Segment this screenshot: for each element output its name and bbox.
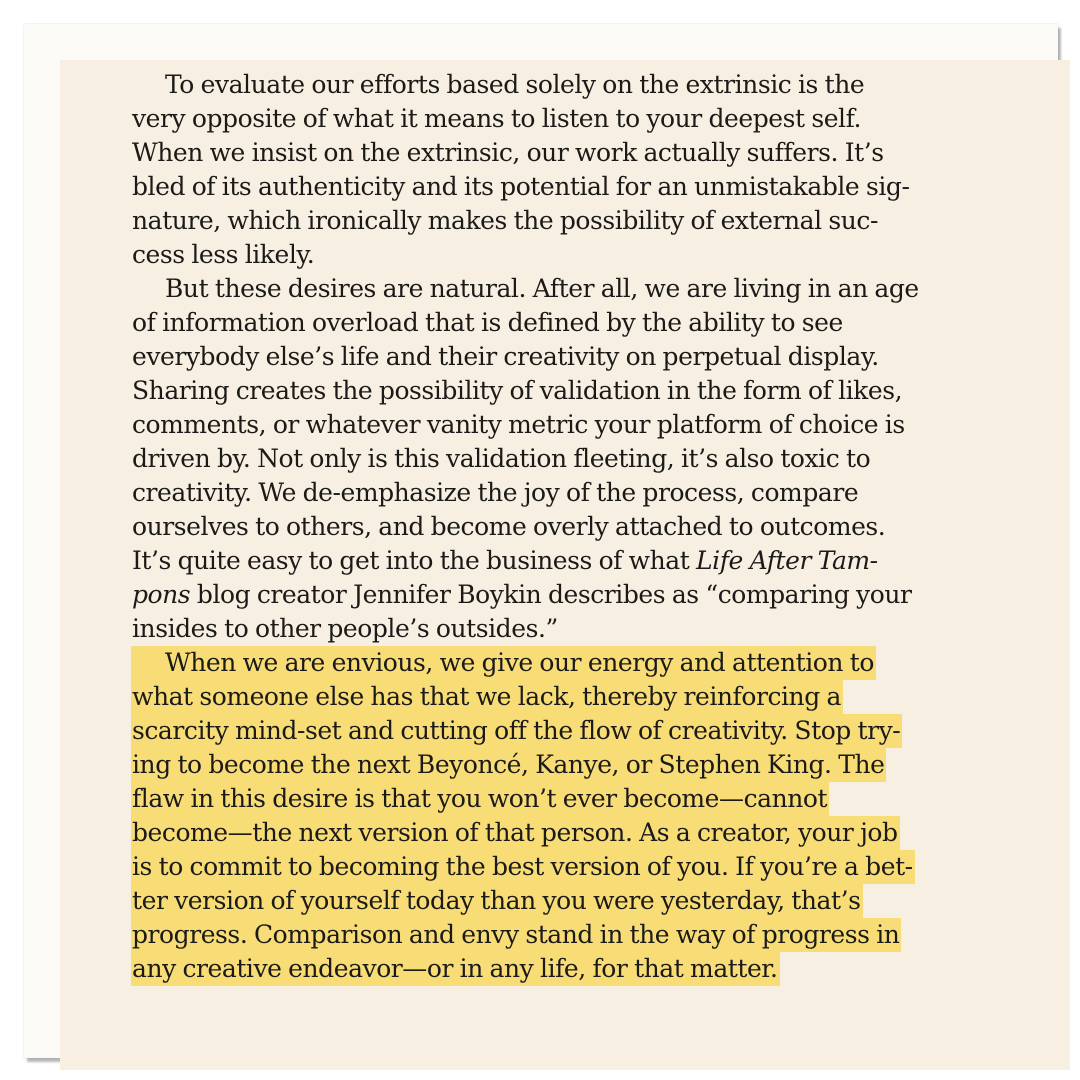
highlighted-line[interactable]: When we are envious, we give our energy and attention to bbox=[132, 646, 938, 680]
highlighted-line[interactable]: any creative endeavor—or in any life, for that matter. bbox=[132, 952, 938, 986]
book-title-italic: pons bbox=[132, 580, 191, 609]
highlighted-line[interactable]: what someone else has that we lack, thereby reinforcing a bbox=[132, 680, 938, 714]
text-line: bled of its authenticity and its potential for an unmistakable sig- bbox=[132, 172, 910, 201]
highlighted-line[interactable]: is to commit to becoming the best version of you. If you’re a bet- bbox=[132, 850, 938, 884]
highlighted-line[interactable]: become—the next version of that person. As a creator, your job bbox=[132, 816, 938, 850]
paragraph-1 bbox=[132, 68, 938, 272]
text-line: ourselves to others, and become overly attached to outcomes. bbox=[132, 512, 886, 541]
text-run: It’s quite easy to get into the business of what bbox=[132, 546, 697, 575]
book-title-italic: Life After Tam- bbox=[696, 546, 878, 575]
highlighted-line[interactable]: ter version of yourself today than you were yesterday, that’s bbox=[132, 884, 938, 918]
text-line: Sharing creates the possibility of validation in the form of likes, bbox=[132, 376, 903, 405]
text-line: of information overload that is defined by the ability to see bbox=[132, 308, 843, 337]
text-line: comments, or whatever vanity metric your platform of choice is bbox=[132, 410, 905, 439]
text-run: blog creator Jennifer Boykin describes as “comparing your bbox=[190, 580, 912, 609]
text-line: everybody else’s life and their creativity on perpetual display. bbox=[132, 342, 879, 371]
highlighted-line[interactable]: scarcity mind-set and cutting off the flow of creativity. Stop try- bbox=[132, 714, 938, 748]
text-line: When we insist on the extrinsic, our work actually suffers. It’s bbox=[132, 138, 884, 167]
text-line bbox=[132, 544, 938, 578]
text-line: creativity. We de-emphasize the joy of the process, compare bbox=[132, 478, 859, 507]
text-line: But these desires are natural. After all, we are living in an age bbox=[165, 274, 919, 303]
paragraph-2 bbox=[132, 272, 938, 646]
text-line: To evaluate our efforts based solely on the extrinsic is the bbox=[165, 70, 865, 99]
text-line: very opposite of what it means to listen to your deepest self. bbox=[132, 104, 861, 133]
highlighted-paragraph[interactable] bbox=[132, 646, 938, 986]
highlighted-line[interactable]: progress. Comparison and envy stand in the way of progress in bbox=[132, 918, 938, 952]
text-line: cess less likely. bbox=[132, 240, 315, 269]
page-text bbox=[132, 68, 938, 986]
text-line: insides to other people’s outsides.” bbox=[132, 614, 558, 643]
text-line bbox=[132, 578, 938, 612]
text-line: nature, which ironically makes the possibility of external suc- bbox=[132, 206, 878, 235]
highlighted-line[interactable]: ing to become the next Beyoncé, Kanye, or Stephen King. The bbox=[132, 748, 938, 782]
highlighted-line[interactable]: flaw in this desire is that you won’t ever become—cannot bbox=[132, 782, 938, 816]
text-line: driven by. Not only is this validation fleeting, it’s also toxic to bbox=[132, 444, 871, 473]
